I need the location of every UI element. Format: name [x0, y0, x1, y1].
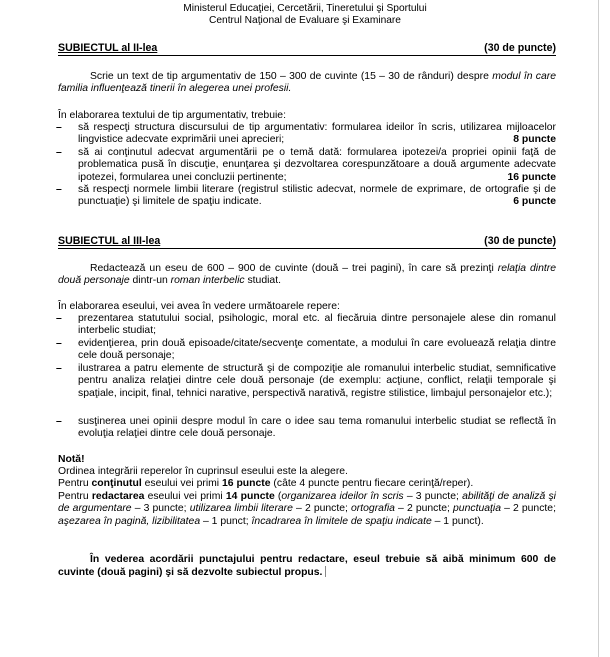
section-3-heading: SUBIECTUL al III-lea	[58, 235, 161, 247]
section-3-item: – prezentarea statutului social, psihologic, moral etc. al fiecăruia dintre personajele alese din romanul interbelic studiat;	[56, 313, 556, 337]
note-line-3: Pentru redactarea eseului vei primi 14 puncte (organizarea ideilor în scris – 3 puncte; abilităţi de analiză şi de argumentare – 3 puncte; utilizarea limbii literare – 2 puncte; ortografia – 2 puncte; punctuaţia – 2 puncte; aşezarea în pagină, lizibilitatea – 1 punct; încadrarea în limitele de spaţiu indicate – 1 punct).	[58, 491, 556, 527]
text-cursor	[325, 566, 326, 577]
section-3-intro: Redactează un eseu de 600 – 900 de cuvinte (două – trei pagini), în care să prezinţi relaţia dintre două personaje dintr-un roman interbelic studiat.	[58, 263, 556, 287]
page-edge	[598, 0, 599, 657]
section-3-item: – susţinerea unei opinii despre modul în care o idee sau tema romanului interbelic studiat se reflectă în evoluţia relaţiei dintre cele două personaje.	[56, 416, 556, 440]
section-3-title	[58, 235, 556, 249]
ministry-name: Ministerul Educaţiei, Cercetării, Tineretului şi Sportului	[183, 3, 427, 14]
note-final: În vederea acordării punctajului pentru redactare, eseul trebuie să aibă minimum 600 de cuvinte (două pagini) şi să dezvolte subiectul propus.	[58, 554, 556, 579]
note-line-2: Pentru conţinutul eseului vei primi 16 puncte (câte 4 puncte pentru fiecare cerinţă/reper).	[58, 478, 474, 489]
section-3-points: (30 de puncte)	[484, 235, 556, 247]
section-2-item: – să respecţi structura discursului de tip argumentativ: formularea ideilor în scris, utilizarea mijloacelor lingvistice adecvate exprimării unei aprecieri; 8 puncte	[56, 122, 556, 146]
section-2-points: (30 de puncte)	[484, 42, 556, 54]
center-name: Centrul Naţional de Evaluare şi Examinare	[209, 15, 401, 27]
section-3-item: – evidenţierea, prin două episoade/citate/secvenţe comentate, a modului în care evoluează relaţia dintre cele două personaje;	[56, 338, 556, 362]
section-2-title	[58, 42, 556, 56]
section-2-lead: În elaborarea textului de tip argumentativ, trebuie:	[58, 110, 286, 121]
note-title: Notă!	[58, 454, 85, 465]
section-3-item: – ilustrarea a patru elemente de structură şi de compoziţie ale romanului interbelic studiat, semnificative pentru analiza relaţiei dintre cele două personaje (de exemplu: acţiune, conflict, relaţii temporale şi spaţiale, incipit, final, tehnici narative, perspectivă narativă, registre stilistice, limbajul personajelor etc.);	[56, 363, 556, 399]
section-2-heading: SUBIECTUL al II-lea	[58, 42, 158, 54]
page-header	[0, 3, 610, 28]
section-2-intro: Scrie un text de tip argumentativ de 150 – 300 de cuvinte (15 – 30 de rânduri) despre modul în care familia influenţează tinerii în alegerea unei profesii.	[58, 71, 557, 95]
note-line-1: Ordinea integrării reperelor în cuprinsul eseului este la alegere.	[58, 466, 348, 477]
section-3-lead: În elaborarea eseului, vei avea în vedere următoarele repere:	[58, 301, 340, 312]
section-2-item: – să respecţi normele limbii literare (registrul stilistic adecvat, normele de exprimare, de ortografie şi de punctuaţie) şi limitele de spaţiu indicate. 6 puncte	[56, 184, 556, 208]
section-2-item: – să ai conţinutul adecvat argumentării pe o temă dată: formularea ipotezei/a propriei opinii faţă de problematica pusă în discuţie, enunţarea şi dezvoltarea corespunzătoare a două argumente adecvate ipotezei, formularea unei concluzii pertinente; 16 puncte	[56, 147, 556, 183]
